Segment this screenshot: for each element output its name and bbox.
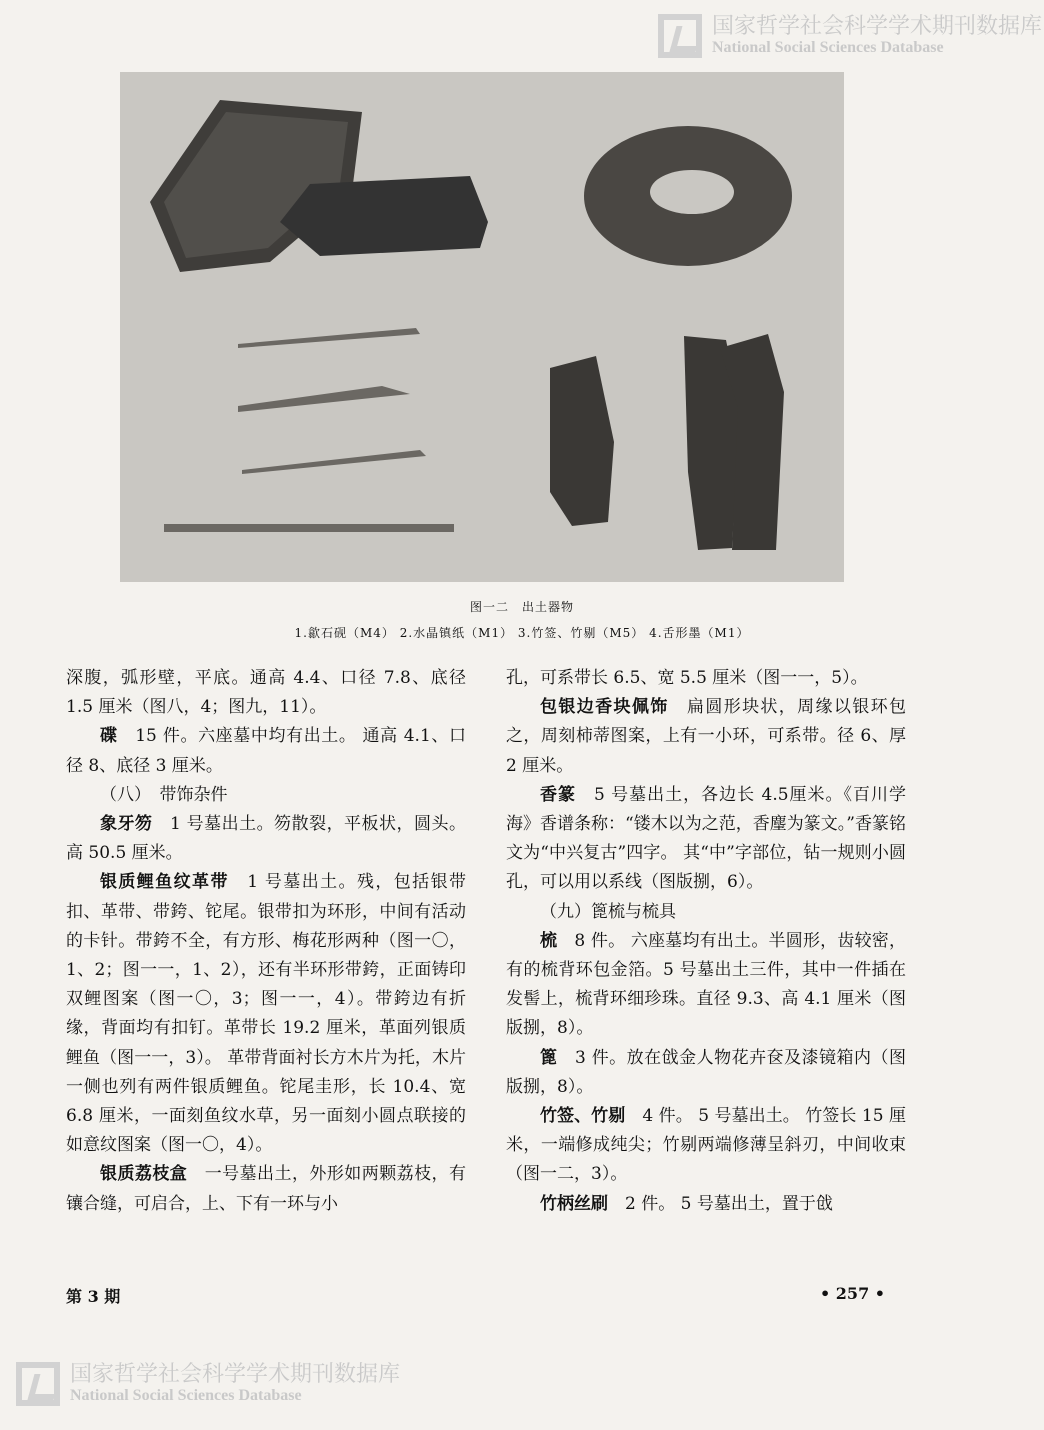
paragraph — [506, 898, 906, 927]
paragraph-text: 5 号墓出土，各边长 4.5厘米。《百川学海》香谱条称：“镂木以为之范，香麈为篆文。”香篆铭文为“中兴复古”四字。 其“中”字部位，钻一规则小圆孔，可以用以系线（图版捌，6）。 — [506, 784, 906, 893]
artifact-photo — [120, 72, 844, 582]
paragraph — [66, 722, 466, 780]
paragraph-text: （八） 带饰杂件 — [100, 784, 228, 805]
database-logo-icon — [16, 1362, 60, 1406]
ink-ring-image — [584, 126, 792, 266]
entry-heading: 碟 — [100, 726, 118, 747]
entry-heading: 竹柄丝刷 — [540, 1193, 608, 1214]
entry-heading: 篦 — [540, 1047, 558, 1068]
entry-heading: 竹签、竹剔 — [540, 1106, 626, 1127]
paragraph-text: 4 件。 5 号墓出土。 竹签长 15 厘米，一端修成纯尖；竹剔两端修薄呈斜刃，中间收束（图一二，3）。 — [506, 1106, 907, 1185]
entry-heading: 包银边香块佩饰 — [540, 697, 669, 718]
paragraph — [66, 664, 466, 722]
paragraph — [66, 781, 466, 810]
paragraph — [506, 1190, 906, 1219]
watermark-cn: 国家哲学社会科学学术期刊数据库 — [712, 14, 1043, 39]
paragraph — [66, 1160, 466, 1218]
watermark-en: National Social Sciences Database — [70, 1387, 302, 1404]
paragraph-text: 扁圆形块状，周缘以银环包之，周刻柿蒂图案，上有一小环，可系带。径 6、厚 2 厘米。 — [506, 697, 907, 776]
watermark-bottom — [16, 1362, 400, 1406]
paperweight-image — [280, 176, 488, 256]
paragraph-text: 1 号墓出土。残，包括银带扣、革带、带銙、铊尾。银带扣为环形，中间有活动的卡针。带銙不全，有方形、梅花形两种（图一〇，1、2；图一一，1、2），还有半环形带銙，正面铸印双鲤图案（图一〇，3；图一一，4）。带銙边有折缘，背面均有扣钉。革带长 19.2 厘米，革面列银质鲤鱼（图一一，3）。 革带背面衬长方木片为托，木片一侧也列有两件银质鲤鱼。铊尾圭形，长 10.4、宽 6.8 厘米，一面刻鱼纹水草，另一面刻小圆点联接的如意纹图案（图一〇，4）。 — [66, 872, 466, 1156]
right-column — [506, 664, 906, 1219]
left-column — [66, 664, 466, 1219]
figure-items: 1.歙石砚（M4） 2.水晶镇纸（M1） 3.竹签、竹剔（M5） 4.舌形墨（M1） — [294, 626, 750, 640]
paragraph — [506, 1044, 906, 1102]
paragraph-text: 15 件。六座墓中均有出土。 通高 4.1、口径 8、底径 3 厘米。 — [66, 726, 466, 776]
database-logo-icon — [658, 14, 702, 58]
page-number: • 257 • — [820, 1284, 885, 1303]
paragraph — [506, 664, 906, 693]
paragraph-text: 孔，可系带长 6.5、宽 5.5 厘米（图一一，5）。 — [506, 668, 868, 688]
entry-heading: 梳 — [540, 930, 558, 951]
figure-title: 图一二 出土器物 — [469, 600, 574, 614]
paragraph — [66, 868, 466, 1160]
paragraph — [506, 781, 906, 898]
paragraph-text: 3 件。放在戗金人物花卉奁及漆镜箱内（图版捌，8）。 — [506, 1047, 906, 1097]
watermark-top — [658, 14, 1042, 58]
issue-number: 第 3 期 — [66, 1287, 121, 1306]
paragraph-text: 深腹，弧形壁，平底。通高 4.4、口径 7.8、底径 1.5 厘米（图八，4；图九，11）。 — [66, 668, 466, 718]
entry-heading: 银质荔枝盒 — [100, 1164, 188, 1185]
paragraph-text: （九）篦梳与梳具 — [540, 901, 676, 922]
watermark-en: National Social Sciences Database — [712, 39, 944, 56]
paragraph-text: 2 件。 5 号墓出土，置于戗 — [608, 1193, 833, 1214]
paragraph — [506, 1102, 906, 1190]
entry-heading: 香篆 — [540, 784, 576, 805]
paragraph-text: 1 号墓出土。笏散裂，平板状，圆头。高 50.5 厘米。 — [66, 814, 466, 864]
paragraph — [66, 810, 466, 868]
paragraph-text: 一号墓出土，外形如两颗荔枝，有镶合缝，可启合，上、下有一环与小 — [66, 1164, 466, 1214]
entry-heading: 象牙笏 — [100, 814, 153, 835]
paragraph — [506, 693, 906, 781]
watermark-cn: 国家哲学社会科学学术期刊数据库 — [70, 1362, 401, 1387]
paragraph — [506, 927, 906, 1044]
entry-heading: 银质鲤鱼纹革带 — [100, 872, 229, 893]
paragraph-text: 8 件。 六座墓均有出土。半圆形，齿较密，有的梳背环包金箔。5 号墓出土三件，其中一件插在发髻上，梳背环细珍珠。直径 9.3、高 4.1 厘米（图版捌，8）。 — [506, 930, 907, 1039]
